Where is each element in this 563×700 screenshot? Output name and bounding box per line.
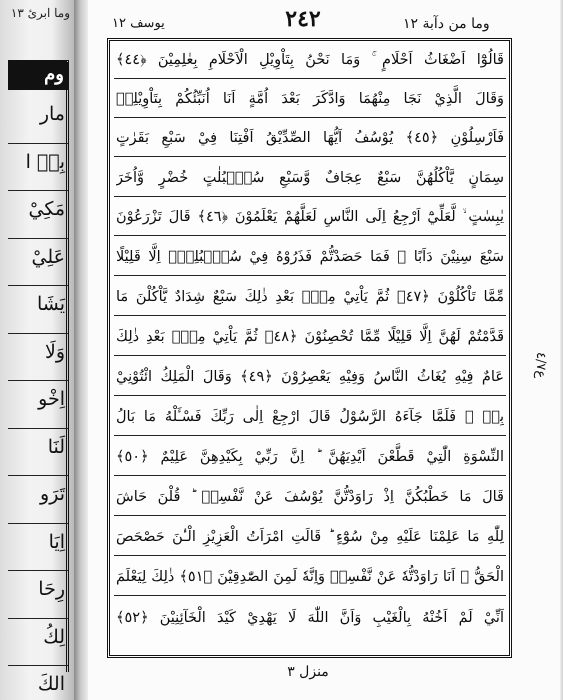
verse-line: قَالَ مَا خَطْبُكُنَّ اِذْ رَاوَدْتُّنَّ يُوْسُفَ عَنْ نَّفْسِهٖ ؕ قُلْنَ حَاشَ [116,489,504,505]
line-rule [114,515,506,516]
verse-line: سَبْعَ سِنِيْنَ دَاَبًا ۚ فَمَا حَصَدْتُّمْ فَذَرُوْهُ فِيْ سُنْۢبُلِهٖٓ اِلَّا قَلِيْلًا [116,249,504,265]
line-rule [114,156,506,157]
verse-line: سِمَانٍ يَّاْكُلُهُنَّ سَبْعٌ عِجَافٌ وَّسَبْعِ سُنْۢبُلٰتٍ خُضْرٍ وَّاُخَرَ [116,170,504,186]
previous-page-line: اِخْو [8,381,68,429]
previous-page-band-text: وم [44,64,64,85]
line-rule [114,595,506,596]
line-rule [114,555,506,556]
line-rule [114,196,506,197]
line-rule [114,235,506,236]
line-rule [114,395,506,396]
previous-page-line: بِهٖ ا [8,144,68,192]
manzil-footer: منزل ٣ [287,664,329,680]
previous-page-line: لَنَا [8,429,68,477]
verse-line: الْحَقُّ ۫ اَنَا رَاوَدْتُّهٗ عَنْ نَّفْسِهٖ وَاِنَّهٗ لَمِنَ الصّٰدِقِيْنَ ﴿٥١﴾ ذٰلِكَ لِيَعْلَمَ [116,569,504,585]
previous-page-line: وَلَا [8,334,68,382]
verse-line: اَنِّيْ لَمْ اَخُنْهُ بِالْغَيْبِ وَاَنَّ اللّٰهَ لَا يَهْدِيْ كَيْدَ الْخَآئِنِيْنَ ﴿٥٢﴾ [116,610,504,626]
previous-page-line: تَرَو [8,476,68,524]
previous-page-surah-band [8,62,68,90]
verse-line: مِّمَّا تَاْكُلُوْنَ ﴿٤٧﴾ ثُمَّ يَاْتِيْ مِنْۢ بَعْدِ ذٰلِكَ سَبْعٌ شِدَادٌ يَّاْكُلْنَ مَا [116,289,504,305]
line-rule [114,355,506,356]
previous-page-line: اِيَا [8,524,68,572]
page-header [88,4,563,34]
line-rule [114,117,506,118]
previous-page-sliver [0,0,74,700]
previous-page-line: لِكُ [8,619,68,667]
previous-page-line: عَلِيْ [8,239,68,287]
verse-line: بِهٖ ۚ فَلَمَّا جَآءَهُ الرَّسُوْلُ قَالَ ارْجِعْ اِلٰى رَبِّكَ فَسْـَٔلْهُ مَا بَالُ [116,409,504,425]
page-number: ٢٤٢ [285,6,321,32]
previous-page-line: الكَ [8,666,68,700]
text-frame [107,38,512,658]
verse-line: قَدَّمْتُمْ لَهُنَّ اِلَّا قَلِيْلًا مِّمَّا تُحْصِنُوْنَ ﴿٤٨﴾ ثُمَّ يَاْتِيْ مِنْۢ بَعْدِ ذٰلِكَ [116,329,504,345]
previous-page-line: يَشَا [8,286,68,334]
line-rule [114,315,506,316]
previous-page-header: وما ابرئ ١٣ [10,6,70,20]
verse-line: يٰبِسٰتٍ ۙ لَّعَلِّيْٓ اَرْجِعُ اِلَى النَّاسِ لَعَلَّهُمْ يَعْلَمُوْنَ ﴿٤٦﴾ قَالَ تَزْرَعُوْنَ [116,209,504,225]
verse-line: عَامٌ فِيْهِ يُغَاثُ النَّاسُ وَفِيْهِ يَعْصِرُوْنَ ﴿٤٩﴾ وَقَالَ الْمَلِكُ ائْتُوْنِيْ [116,369,504,385]
previous-page-line: مار [8,96,68,144]
quran-page [88,0,563,700]
verse-line: فَاَرْسِلُوْنِ ﴿٤٥﴾ يُوْسُفُ اَيُّهَا الصِّدِّيْقُ اَفْتِنَا فِيْ سَبْعِ بَقَرٰتٍ [116,130,504,146]
verse-line: لِلّٰهِ مَا عَلِمْنَا عَلَيْهِ مِنْ سُوْٓءٍ ؕ قَالَتِ امْرَاَتُ الْعَزِيْزِ الْـٰٔنَ حَصْحَصَ [116,529,504,545]
surah-name: يوسف ١٢ [112,16,165,31]
ruku-margin-note: ع٤/٧ [533,352,548,379]
verse-line: النِّسْوَةِ الّٰتِيْ قَطَّعْنَ اَيْدِيَهُنَّ ؕ اِنَّ رَبِّيْ بِكَيْدِهِنَّ عَلِيْمٌ ﴿٥٠﴾ [116,449,504,465]
previous-page-lines [8,96,68,700]
line-rule [114,275,506,276]
line-rule [114,435,506,436]
previous-page-line: مَكِيْ [8,191,68,239]
line-rule [114,78,506,79]
line-rule [114,475,506,476]
verse-line: قَالُوْٓا اَضْغَاثُ اَحْلَامٍ ۚ وَمَا نَحْنُ بِتَاْوِيْلِ الْاَحْلَامِ بِعٰلِمِيْنَ ﴿٤٤﴾ [116,52,504,68]
juz-name: وما من دآبة ١٢ [403,16,490,32]
previous-page-line: رِحَا [8,571,68,619]
book-gutter [74,0,88,700]
verse-line: وَقَالَ الَّذِيْ نَجَا مِنْهُمَا وَادَّكَرَ بَعْدَ اُمَّةٍ اَنَا اُنَبِّئُكُمْ بِتَاْوِيْلِهٖ [116,91,504,107]
